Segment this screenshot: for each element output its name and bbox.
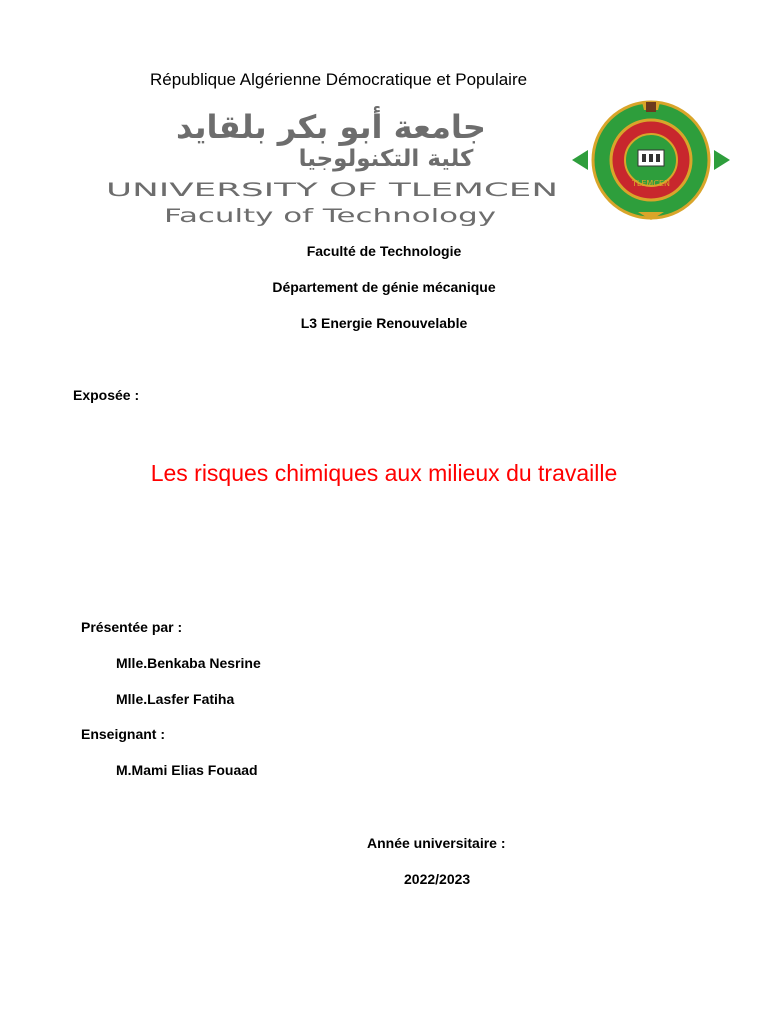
enseignant-label: Enseignant : bbox=[81, 726, 166, 742]
faculte-line: Faculté de Technologie bbox=[306, 243, 462, 259]
faculty-english-name: Faculty of Technology bbox=[164, 205, 496, 227]
document-title: Les risques chimiques aux milieux du travaille bbox=[150, 460, 618, 486]
faculty-arabic-name: كلية التكنولوجيا bbox=[298, 146, 474, 172]
logo-text: TLEMCEN bbox=[632, 179, 670, 188]
presentee-par-label: Présentée par : bbox=[81, 619, 183, 635]
student-name: Mlle.Lasfer Fatiha bbox=[116, 691, 235, 707]
university-english-name: UNIVERSITY OF TLEMCEN bbox=[106, 179, 558, 201]
niveau-line: L3 Energie Renouvelable bbox=[300, 315, 468, 331]
annee-universitaire-label: Année universitaire : bbox=[367, 835, 506, 851]
university-banner bbox=[96, 100, 566, 230]
annee-universitaire-value: 2022/2023 bbox=[404, 871, 471, 887]
student-name: Mlle.Benkaba Nesrine bbox=[116, 655, 261, 671]
university-logo-emblem bbox=[566, 100, 736, 230]
university-arabic-name: جامعة أبو بكر بلقايد bbox=[176, 108, 486, 146]
departement-line: Département de génie mécanique bbox=[272, 279, 496, 295]
expose-label: Exposée : bbox=[73, 387, 140, 403]
enseignant-name: M.Mami Elias Fouaad bbox=[116, 762, 258, 778]
republic-heading: République Algérienne Démocratique et Populaire bbox=[150, 70, 528, 89]
